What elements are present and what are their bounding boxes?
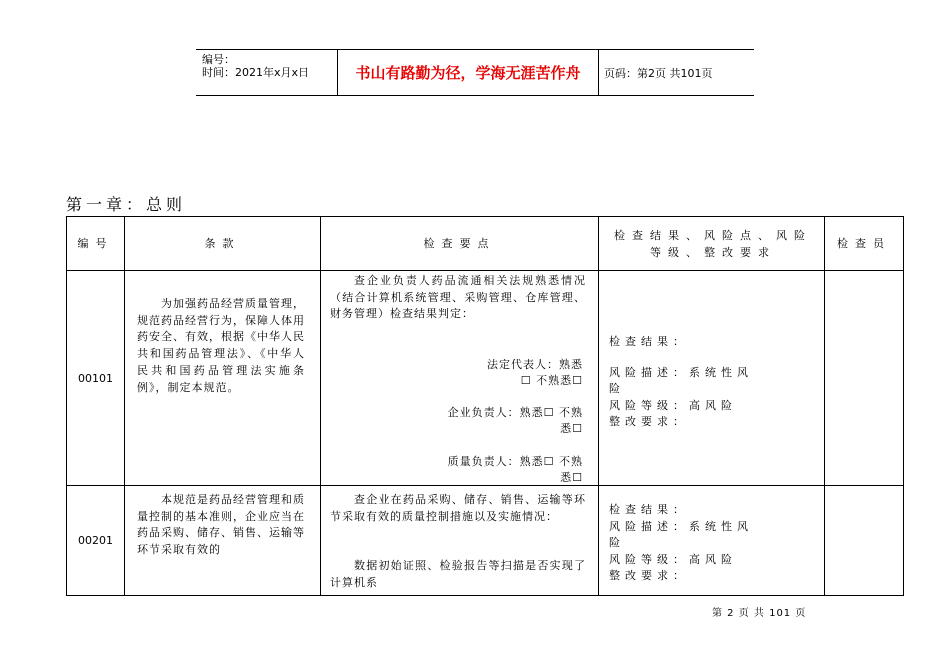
row1-rectify: 整改要求： xyxy=(609,415,689,428)
row2-checkpoint-cont: 数据初始证照、检验报告等扫描是否实现了计算机系 xyxy=(330,559,586,589)
row1-checkpoint: 查企业负责人药品流通相关法规熟悉情况（结合计算机系统管理、采购管理、仓库管理、财务管理）检查结果判定： xyxy=(330,274,586,321)
row1-result-label: 检查结果： xyxy=(609,335,689,348)
number-label: 编号： xyxy=(202,53,235,66)
col-header-checkpoint: 检查要点 xyxy=(423,237,496,250)
col-header-code: 编号 xyxy=(77,237,114,250)
table-col-line-1 xyxy=(124,216,125,596)
header-page-label: 页码：第2页 共101页 xyxy=(604,66,713,80)
time-label: 时间：2021年x月x日 xyxy=(202,66,310,79)
row2-clause: 本规范是药品经营管理和质量控制的基本准则，企业应当在药品采购、储存、销售、运输等环节采取有效的 xyxy=(137,493,305,557)
row1-risk-desc-cont: 险 xyxy=(609,382,625,395)
row2-risk-level: 风险等级：高风险 xyxy=(609,553,737,566)
row1-clause: 为加强药品经营质量管理，规范药品经营行为，保障人体用药安全、有效，根据《中华人民共和国药品管理法》、《中华人民共和国药品管理法实施条例》，制定本规范。 xyxy=(137,297,305,394)
row2-checkpoint: 查企业在药品采购、储存、销售、运输等环节采取有效的质量控制措施以及实施情况： xyxy=(330,493,586,523)
page-footer: 第 2 页 共 101 页 xyxy=(712,608,807,619)
header-motto: 书山有路勤为径，学海无涯苦作舟 xyxy=(338,50,599,95)
inspection-table xyxy=(66,216,904,596)
col-header-clause: 条款 xyxy=(204,237,241,250)
row1-check-quality-head-1: 质量负责人：熟悉☐ 不熟 xyxy=(447,455,583,468)
table-header-divider xyxy=(66,270,904,271)
row1-check-enterprise-head-1: 企业负责人：熟悉☐ 不熟 xyxy=(447,406,583,419)
row1-risk-desc: 风险描述：系统性风 xyxy=(609,366,753,379)
row2-result-label: 检查结果： xyxy=(609,503,689,516)
table-col-line-5 xyxy=(903,216,904,596)
chapter-title: 第一章：总则 xyxy=(66,195,187,214)
row1-check-quality-head-2: 悉☐ xyxy=(560,471,583,484)
row2-risk-desc: 风险描述：系统性风 xyxy=(609,520,753,533)
row2-code: 00201 xyxy=(78,534,113,547)
table-col-line-3 xyxy=(598,216,599,596)
row1-code: 00101 xyxy=(78,371,113,385)
header-left-cell xyxy=(196,50,338,95)
row1-check-legal-rep-1: 法定代表人：熟悉 xyxy=(487,358,583,371)
table-col-line-4 xyxy=(824,216,825,596)
table-col-line-2 xyxy=(320,216,321,596)
col-header-result: 检查结果、风险点、风险等级、整改要求 xyxy=(614,228,812,259)
row1-check-enterprise-head-2: 悉☐ xyxy=(560,422,583,435)
col-header-inspector: 检查员 xyxy=(837,237,891,250)
row2-rectify: 整改要求： xyxy=(609,569,689,582)
table-border-bottom xyxy=(66,595,904,596)
row2-risk-desc-cont: 险 xyxy=(609,536,625,549)
document-header xyxy=(196,49,754,96)
row1-risk-level: 风险等级：高风险 xyxy=(609,399,737,412)
row1-check-legal-rep-2: ☐ 不熟悉☐ xyxy=(520,374,583,387)
